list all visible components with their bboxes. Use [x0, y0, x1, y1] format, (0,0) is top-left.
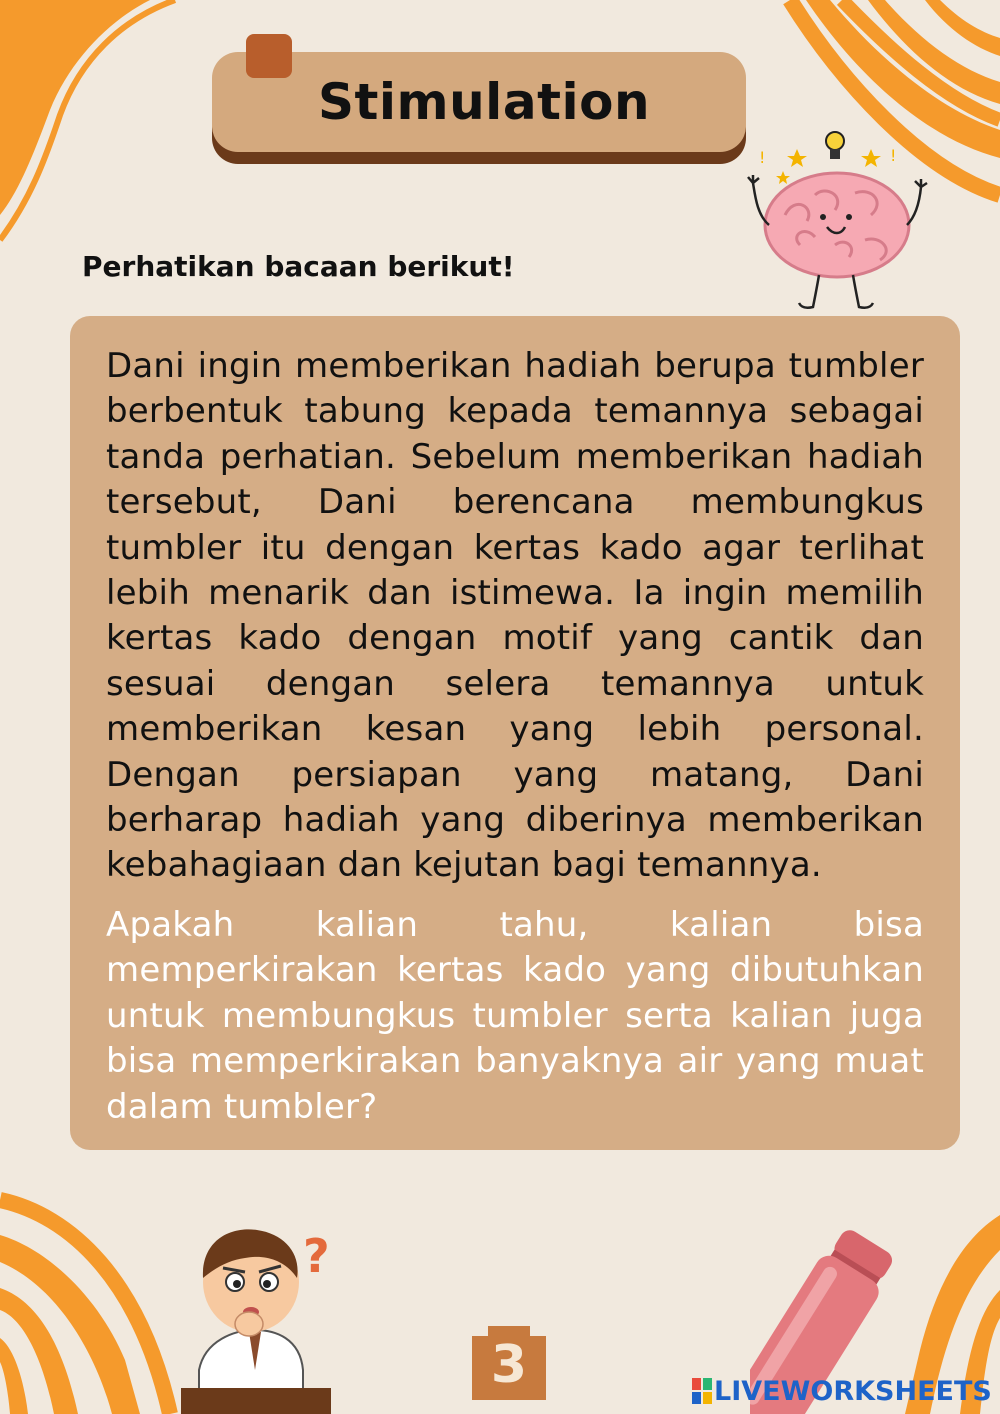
- liveworksheets-brand-text: LIVEWORKSHEETS: [714, 1375, 992, 1407]
- svg-text:!: !: [890, 146, 897, 165]
- svg-text:!: !: [759, 148, 766, 167]
- svg-text:?: ?: [303, 1229, 330, 1283]
- brain-lightbulb-icon: [745, 125, 935, 315]
- reading-paragraph: Dani ingin memberikan hadiah berupa tumbler berbentuk tabung kepada temannya sebagai tanda perhatian. Sebelum memberikan hadiah tersebut, Dani berencana membungkus tumbler itu dengan kertas kado agar terlihat lebih menarik dan istimewa. Ia ingin memilih kertas kado dengan motif yang cantik dan sesuai dengan selera temannya untuk memberikan kesan yang lebih personal. Dengan persiapan yang matang, Dani berharap hadiah yang diberinya memberikan kebahagiaan dan kejutan bagi temannya.: [106, 346, 924, 886]
- liveworksheets-brand: [692, 1374, 992, 1408]
- thinking-boy-icon: [175, 1220, 345, 1414]
- page-number: 3: [490, 1335, 528, 1395]
- title-banner: [212, 52, 746, 166]
- reading-question: Apakah kalian tahu, kalian bisa memperkirakan kertas kado yang dibutuhkan untuk membungkus tumbler serta kalian juga bisa memperkirakan banyaknya air yang muat dalam tumbler?: [106, 905, 924, 1127]
- instruction-text: Perhatikan bacaan berikut!: [82, 250, 515, 283]
- liveworksheets-logo-icon: [692, 1378, 712, 1404]
- title-tag-square: [246, 34, 292, 78]
- page-title: Stimulation: [317, 73, 651, 131]
- title-banner-box: [212, 52, 746, 152]
